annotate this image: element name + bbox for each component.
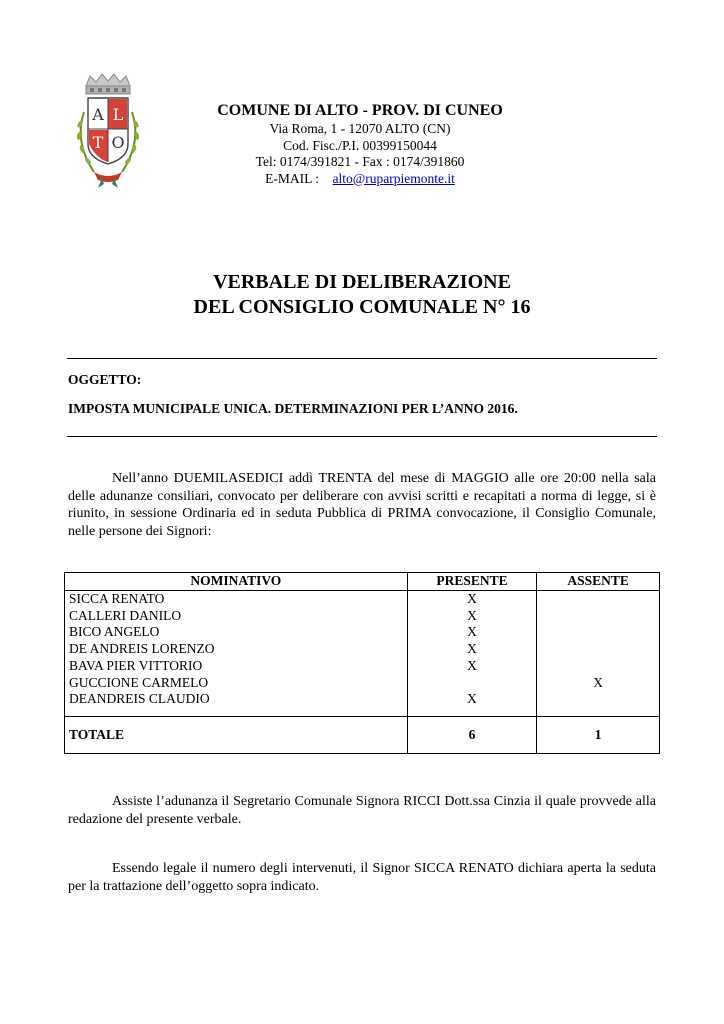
member-name: BICO ANGELO [65,624,408,641]
header-present: PRESENTE [407,573,537,591]
table-row [65,675,660,692]
crest-letter-a: A [92,105,104,124]
member-present: X [407,624,537,641]
top-divider [67,358,657,359]
table-row [65,624,660,641]
header-name: NOMINATIVO [65,573,408,591]
member-present [407,675,537,692]
secretary-paragraph: Assiste l’adunanza il Segretario Comunale Signora RICCI Dott.ssa Cinzia il quale provvede alla redazione del presente verbale. [68,794,656,827]
total-absent: 1 [537,716,660,753]
member-absent [537,641,660,658]
table-row [65,691,660,708]
member-name: GUCCIONE CARMELO [65,675,408,692]
member-absent [537,658,660,675]
member-name: BAVA PIER VITTORIO [65,658,408,675]
attendance-header-row [65,573,660,591]
total-present: 6 [407,716,537,753]
letterhead [170,101,550,187]
table-row [65,641,660,658]
member-absent [537,624,660,641]
municipality-email-line [170,171,550,188]
municipality-address: Via Roma, 1 - 12070 ALTO (CN) [269,121,451,136]
intro-paragraph: Nell’anno DUEMILASEDICI addì TRENTA del mese di MAGGIO alle ore 20:00 nella sala delle adunanze consiliari, convocato per deliberare con avvisi scritti e recapitati a norma di legge, si è riunito, in sessione Ordinaria ed in seduta Pubblica di PRIMA convocazione, il Consiglio Comunale, nelle persone dei Signori: [68,471,656,539]
member-present: X [407,658,537,675]
document-title-line-1: VERBALE DI DELIBERAZIONE [213,271,511,293]
table-row [65,608,660,625]
municipality-phone-fax: Tel: 0174/391821 - Fax : 0174/391860 [255,154,465,169]
attendance-table [64,572,660,754]
member-absent [537,591,660,608]
document-title [0,270,724,320]
legal-number-paragraph: Essendo legale il numero degli intervenuti, il Signor SICCA RENATO dichiara aperta la seduta per la trattazione dell’oggetto sopra indicato. [68,861,656,894]
member-absent [537,608,660,625]
member-present: X [407,691,537,708]
member-name: DEANDREIS CLAUDIO [65,691,408,708]
member-present: X [407,641,537,658]
municipality-title: COMUNE DI ALTO - PROV. DI CUNEO [217,102,503,119]
total-label: TOTALE [65,716,408,753]
crest-letter-l: L [112,105,124,124]
subject-label: OGGETTO: [68,372,142,387]
member-name: SICCA RENATO [65,591,408,608]
municipal-crest-icon [68,72,148,190]
crest-letter-o: O [111,133,125,152]
member-present: X [407,591,537,608]
table-row [65,591,660,608]
crest-letter-t: T [92,133,104,152]
email-link[interactable]: alto@ruparpiemonte.it [332,170,455,186]
document-title-line-2: DEL CONSIGLIO COMUNALE N° 16 [193,296,531,318]
table-spacer-row [65,708,660,717]
member-name: DE ANDREIS LORENZO [65,641,408,658]
table-row [65,658,660,675]
member-absent [537,691,660,708]
member-present: X [407,608,537,625]
bottom-divider [67,436,657,437]
email-label: E-MAIL : [265,170,320,186]
subject-text: IMPOSTA MUNICIPALE UNICA. DETERMINAZIONI PER L’ANNO 2016. [68,401,518,416]
municipality-fiscal-code: Cod. Fisc./P.I. 00399150044 [283,137,437,153]
member-name: CALLERI DANILO [65,608,408,625]
member-absent: X [537,675,660,692]
total-row [65,716,660,753]
header-absent: ASSENTE [537,573,660,591]
